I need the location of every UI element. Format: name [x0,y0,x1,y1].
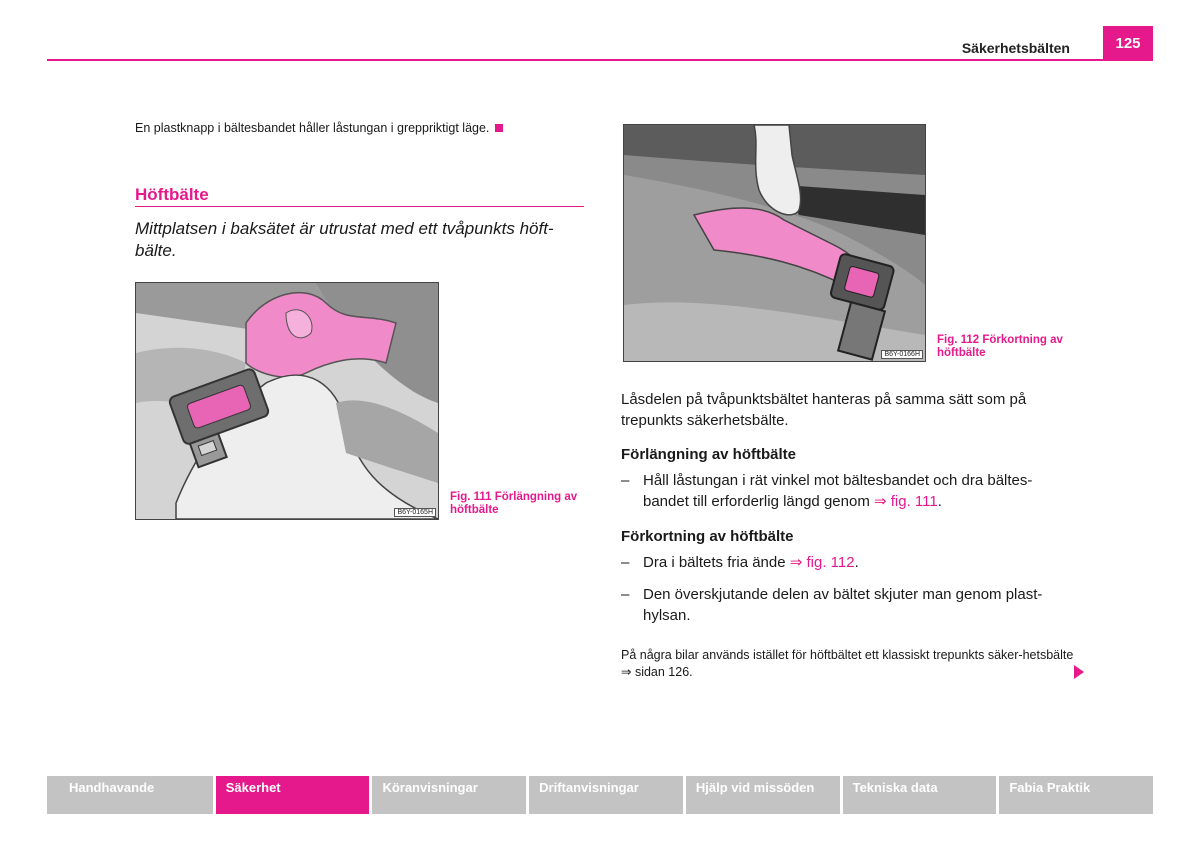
tab-driftanvisningar[interactable]: Driftanvisningar [529,776,683,814]
intro-paragraph [135,120,585,137]
list-item [621,584,1071,626]
figure-link[interactable]: ⇒ fig. 112 [789,554,855,571]
figure-112-illustration [623,124,926,362]
list-dash: – [621,554,630,571]
header-rule [47,59,1153,61]
figure-112-caption: Fig. 112 Förkortning av höftbälte [937,334,1063,359]
list-dash: – [621,472,630,489]
extension-heading: Förlängning av höftbälte [621,446,796,463]
list-item [621,552,1071,573]
shortening-heading: Förkortning av höftbälte [621,528,794,545]
tab-hjalp-vid-missoden[interactable]: Hjälp vid missöden [686,776,840,814]
tab-handhavande[interactable]: Handhavande [47,776,213,814]
tab-koranvisningar[interactable]: Köranvisningar [372,776,526,814]
figure-111-illustration [135,282,439,520]
lock-paragraph: Låsdelen på tvåpunktsbältet hanteras på samma sätt som på trepunkts säkerhetsbälte. [621,391,1027,429]
figure-code: B6Y-0166H [881,350,923,359]
list-item-end: . [854,554,859,571]
figure-link[interactable]: ⇒ fig. 111 [873,493,938,510]
tab-tekniska-data[interactable]: Tekniska data [843,776,997,814]
list-item [621,470,1071,512]
belt-shortening-illustration [624,125,925,361]
note-paragraph: På några bilar används istället för höftbältet ett klassiskt trepunkts säker-hetsbälte ⇒ sidan 126. [621,648,1074,679]
figure-code: B6Y-0165H [394,508,436,517]
belt-extension-illustration [136,283,438,519]
list-item-text: Den överskjutande delen av bältet skjuter man genom plast-hylsan. [643,586,1043,624]
section-lead: Mittplatsen i baksätet är utrustat med ett tvåpunkts höft-bälte. [135,219,554,260]
page-number: 125 [1103,26,1153,60]
section-rule [135,206,584,207]
list-item-content [643,552,859,573]
end-marker-icon [495,124,503,132]
footer-nav [47,776,1153,814]
tab-sakerhet[interactable]: Säkerhet [216,776,370,814]
intro-text: En plastknapp i bältesbandet håller låstungan i greppriktigt läge. [135,121,490,135]
list-dash: – [621,586,630,603]
list-item-text: Dra i bältets fria ände [643,554,790,571]
page-header-title: Säkerhetsbälten [961,40,1070,56]
figure-111-caption: Fig. 111 Förlängning av höftbälte [450,491,578,516]
list-item-text: Håll låstungan i rät vinkel mot bältesbandet och dra bältes-bandet till erforderlig längd genom [643,472,1033,510]
section-heading: Höftbälte [135,185,209,204]
continue-arrow-icon [1074,665,1084,679]
list-item-content [643,470,1071,512]
list-item-end: . [937,493,942,510]
tab-fabia-praktik[interactable]: Fabia Praktik [999,776,1153,814]
